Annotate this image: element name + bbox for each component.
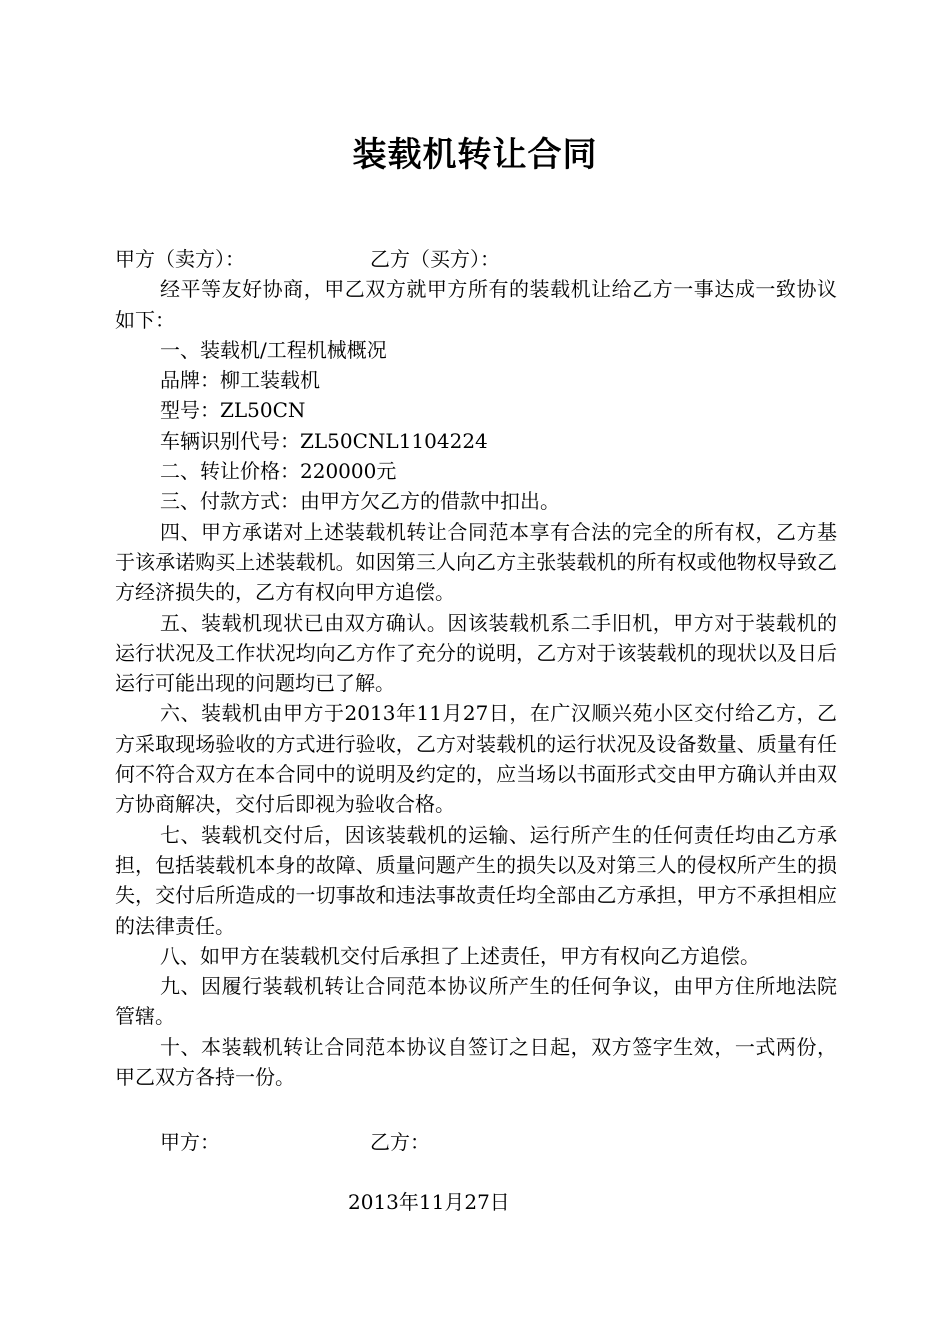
page-title: 装载机转让合同 [352,135,598,175]
section-9-paragraph: 九、因履行装载机转让合同范本协议所产生的任何争议，由甲方住所地法院管辖。 [115,974,837,1029]
signature-party-b: 乙方： [370,1130,430,1154]
contract-date: 2013年11月27日 [348,1190,510,1214]
section-5-paragraph: 五、装载机现状已由双方确认。因该装载机系二手旧机，甲方对于装载机的运行状况及工作状况均向乙方作了充分的说明，乙方对于该装载机的现状以及日后运行可能出现的问题均已了解。 [115,610,837,696]
party-b-label: 乙方（买方）： [370,247,500,271]
section-1-heading: 一、装载机/工程机械概况 [160,337,387,362]
section-7-paragraph: 七、装载机交付后，因该装载机的运输、运行所产生的任何责任均由乙方承担，包括装载机本身的故障、质量问题产生的损失以及对第三人的侵权所产生的损失，交付后所造成的一切事故和违法事故责任均全部由乙方承担，甲方不承担相应的法律责任。 [115,822,837,938]
signature-party-a: 甲方： [160,1130,220,1154]
section-8-paragraph: 八、如甲方在装载机交付后承担了上述责任，甲方有权向乙方追偿。 [160,943,760,968]
section-6-paragraph: 六、装载机由甲方于2013年11月27日，在广汉顺兴苑小区交付给乙方，乙方采取现场验收的方式进行验收，乙方对装载机的运行状况及设备数量、质量有任何不符合双方在本合同中的说明及约定的，应当场以书面形式交由甲方确认并由双方协商解决，交付后即视为验收合格。 [115,701,837,817]
signature-line [160,1126,660,1158]
brand-line: 品牌：柳工装载机 [160,368,320,393]
model-line: 型号：ZL50CN [160,398,306,423]
section-2-price: 二、转让价格：220000元 [160,459,397,484]
section-3-payment: 三、付款方式：由甲方欠乙方的借款中扣出。 [160,489,560,514]
party-a-label: 甲方（卖方）： [115,247,245,271]
parties-line [115,244,837,274]
section-4-paragraph: 四、甲方承诺对上述装载机转让合同范本享有合法的完全的所有权，乙方基于该承诺购买上述装载机。如因第三人向乙方主张装载机的所有权或他物权导致乙方经济损失的，乙方有权向甲方追偿。 [115,519,837,605]
section-10-paragraph: 十、本装载机转让合同范本协议自签订之日起，双方签字生效，一式两份，甲乙双方各持一份。 [115,1034,837,1090]
contract-body [115,244,837,1092]
intro-paragraph: 经平等友好协商，甲乙双方就甲方所有的装载机让给乙方一事达成一致协议如下： [115,277,837,332]
vin-line: 车辆识别代号：ZL50CNL1104224 [160,428,488,453]
